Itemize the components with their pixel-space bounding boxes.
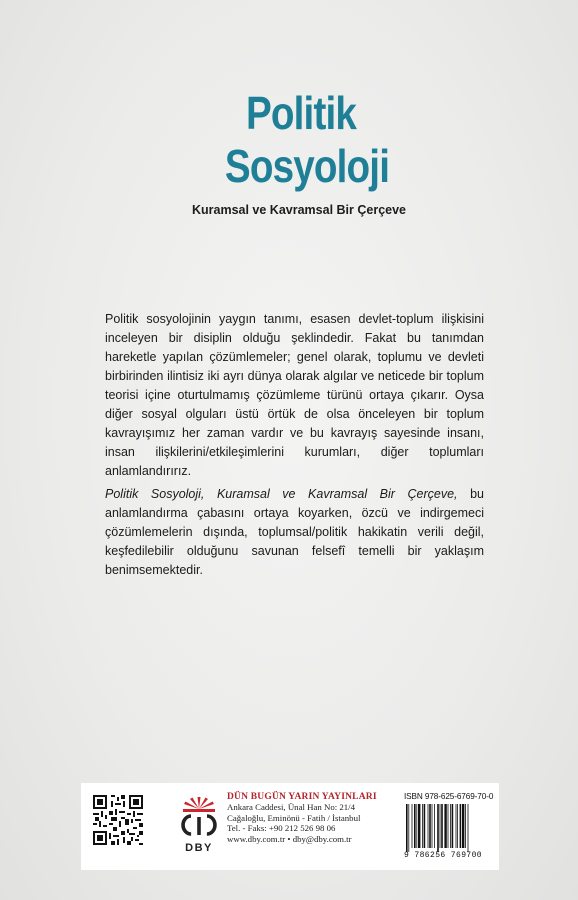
blurb-paragraph-2 [105,485,484,580]
barcode-bar [460,804,462,848]
barcode-bar [448,804,449,848]
publisher-phone: Tel. - Faks: +90 212 526 98 06 [227,823,336,833]
publisher-web: www.dby.com.tr • dby@dby.com.tr [227,833,352,844]
barcode-bar [456,804,457,848]
publisher-address-1: Ankara Caddesi, Ünal Han No: 21/4 [227,802,356,812]
logo-text: DBY [185,842,213,854]
dby-logo-icon [179,793,219,855]
barcode-bar [468,804,469,852]
publisher-name: DÜN BUGÜN YARIN YAYINLARI [227,792,377,802]
barcode-bar [452,804,454,848]
barcode-bar [457,804,458,848]
barcode-bar [414,804,416,848]
subtitle: Kuramsal ve Kavramsal Bir Çerçeve [191,203,407,217]
barcode-bar [437,804,439,852]
blurb-book-title: Politik Sosyoloji, Kuramsal ve Kavramsal Bir Çerçeve, [105,487,458,501]
blurb [105,310,484,584]
barcode-bar [432,804,433,848]
barcode-bar [465,804,466,848]
title-line-1: Politik [245,87,357,139]
barcode-bar [412,804,413,848]
isbn-area [404,792,492,860]
barcode-number: 9 786256 769700 [404,851,483,860]
title-line-2: Sosyoloji [224,140,390,192]
blurb-paragraph-1: Politik sosyolojinin yaygın tanımı, esasen devlet-toplum ilişkisini inceleyen bir disiplin olduğu şeklindedir. Fakat bu tanımdan hareketle yapılan çözümlemeler; genel olarak, toplumu ve devleti birbirinden ilintisiz iki ayrı dünya olarak algılar ve neticede bir toplum teorisi içine oturtulmamış çözümleme türünü ortaya çıkarır. Oysa diğer sosyal olguları üstü örtük de olsa önceleyen bir toplum kavrayışımız her zaman vardır ve bu kavrayış sayesinde insanı, insan ilişkilerini/etkileşimlerini kurumları, diğer toplumları anlamlandırırız. [105,312,484,478]
barcode-bar [418,804,420,848]
barcode-bar [434,804,435,848]
barcode-bar [406,804,408,852]
publisher-info [227,792,397,844]
barcode-bar [428,804,429,848]
blurb-paragraph-2-text: bu anlamlandırma çabasını ortaya koyarken, özcü ve indirgemeci çözümlemelerin dışında, toplumsal/politik hakikatin verili değil, keşfedilebilir olduğunu savunan felsefî temelli bir yaklaşım benimsemektedir. [105,487,484,577]
barcode-bar [440,804,441,848]
barcode-bar [441,804,443,848]
publisher-footer [81,783,499,870]
barcode-bar [424,804,426,848]
barcode-bar [462,804,464,848]
barcode-bar [416,804,417,848]
publisher-address-2: Cağaloğlu, Eminönü - Fatih / İstanbul [227,812,361,823]
barcode-bar [408,804,409,852]
qr-code-icon [93,795,143,845]
barcode-icon [404,804,492,852]
barcode-bar [444,804,446,848]
barcode-bar [422,804,423,848]
isbn-label: ISBN 978-625-6769-70-0 [404,792,494,801]
barcode-bar [429,804,431,848]
barcode-bar [450,804,451,848]
